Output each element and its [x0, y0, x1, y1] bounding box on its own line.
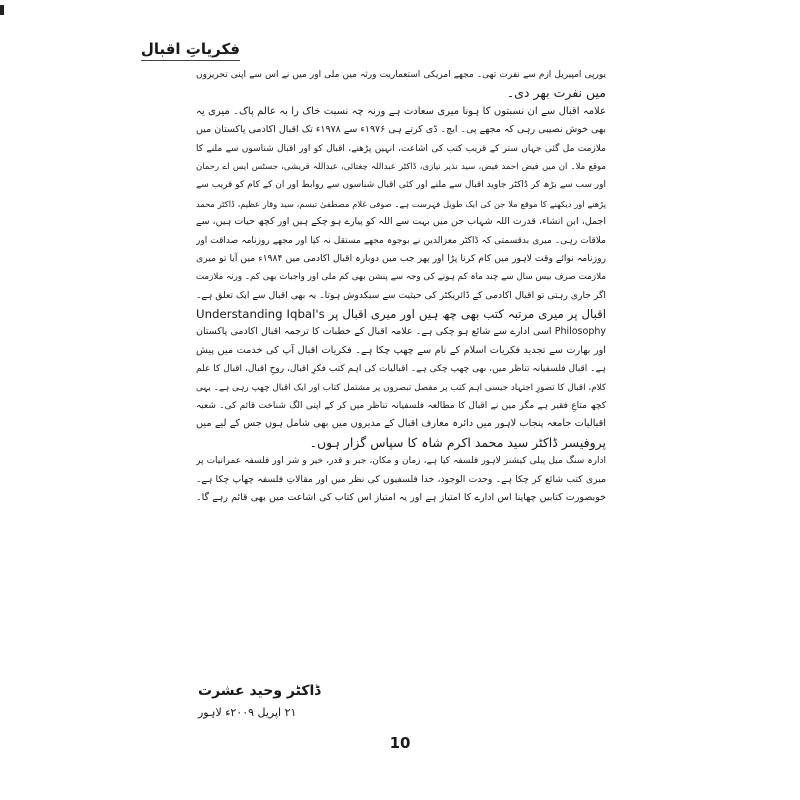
text-line: روزنامہ نوائے وقت لاہور میں کام کرنا پڑا اور پھر جب میں دوبارہ اقبال اکادمی میں ۱۹۸۴ء میں آیا تو میری	[196, 252, 606, 264]
text-line: اقبالیات جامعہ پنجاب لاہور میں دائرہ معارف اقبال کے مدیروں میں بھی شامل ہوں جس کے لیے میں	[196, 418, 606, 430]
text-line: پروفیسر ڈاکٹر سید محمد اکرم شاہ کا سپاس گزار ہوں۔	[309, 434, 606, 450]
date-place: ۲۱ اپریل ۲۰۰۹ء لاہور	[198, 706, 297, 719]
text-line: Philosophy اسی ادارے سے شائع ہو چکی ہے۔ علامہ اقبال کے خطبات کا ترجمہ اقبال اکادمی پاکستان	[196, 326, 606, 338]
text-line: علامہ اقبال سے ان نسبتوں کا ہونا میری سعادت ہے ورنہ چہ نسبت خاک را بہ عالم پاک۔ میری یہ	[196, 105, 606, 117]
text-line: کچھ متاعِ فقیر ہے مگر میں نے اقبال کا مطالعہ فلسفیانہ تناظر میں کر کے اپنی الگ شناخت قائم کی۔ شعبہ	[196, 401, 606, 412]
text-line: میں نفرت بھر دی۔	[506, 85, 606, 101]
text-line: موقع ملا۔ ان میں فیض احمد فیض، سید نذیر نیازی، ڈاکٹر عبداللہ چغتائی، عبداللہ قریشی، جسٹس ایس اے رحمان	[196, 161, 606, 172]
text-line: بھی خوش نصیبی رہی کہ مجھے پی۔ ایچ۔ ڈی کرتے ہی ۱۹۷۶ء سے ۱۹۷۸ء تک اقبال اکادمی پاکستان میں	[196, 124, 606, 136]
text-line: کلام، اقبال کا تصورِ اجتہاد جیسی اہم کتب پر مفصل تبصروں پر مشتمل کتاب اور ایک اقبال چھپ رہی ہے۔ یہی	[196, 382, 606, 393]
text-line: خوبصورت کتابیں چھاپنا اس ادارے کا امتیاز ہے اور یہ امتیاز اس کتاب کی اشاعت میں بھی قائم رہے گا۔	[196, 491, 606, 503]
page-header: فکریاتِ اقبال	[141, 40, 240, 61]
author-signature: ڈاکٹر وحید عشرت	[198, 683, 321, 699]
text-line: اجمل، ابن انشاء، قدرت اللہ شہاب جن میں بہت سے اللہ کو پیارے ہو چکے ہیں اور کچھ حیات ہیں، سے	[196, 216, 606, 228]
text-line: ملازمت صرف بیس سال سے چند ماہ کم ہونے کی وجہ سے پنشن بھی کم ملی اور واجبات بھی کم۔ ورنہ ملازمت	[196, 272, 606, 283]
text-line: اگر جاری رہتی تو اقبال اکادمی کے ڈائریکٹر کی حیثیت سے سبکدوش ہوتا۔ یہ بھی اقبال سے ایک تعلق ہے۔	[196, 289, 606, 301]
text-line: اور بھارت سے تجدید فکریات اسلام کے نام سے چھپ چکا ہے۔ فکریات اقبال آپ کی خدمت میں پیش	[196, 344, 606, 356]
text-line: اقبال پر میری مرتبہ کتب بھی چھ ہیں اور میری اقبال پر Understanding Iqbal's	[196, 307, 606, 322]
text-line: اور سب سے بڑھ کر ڈاکٹر جاوید اقبال سے ملنے اور کئی اقبال شناسوں سے روابط اور ان کے کام کو قریب سے	[196, 180, 606, 191]
page-number: 10	[389, 734, 411, 752]
text-line: ملازمت مل گئی جہاں ستر کے قریب کتب کی اشاعت، انہیں پڑھنے، اقبال کو اور اقبال شناسوں سے ملنے کا	[196, 143, 606, 154]
text-line: ملاقات رہی۔ میری بدقسمتی کہ ڈاکٹر معزالدین نے بوجوہ مجھے مستقل نہ کیا اور مجھے روزنامہ صداقت اور	[196, 235, 606, 246]
corner-mark	[0, 5, 4, 15]
text-line: یورپی امپیریل ازم سے نفرت تھی۔ مجھے امریکی استعماریت ورثہ میں ملی اور میں نے اس سے اپنی تحریروں	[196, 70, 606, 80]
text-line: ہے۔ اقبال فلسفیانہ تناظر میں، بھی چھپ چکی ہے۔ اقبالیات کی اہم کتب فکرِ اقبال، روحِ اقبال، اقبال کا علم	[196, 364, 606, 375]
text-line: ادارہ سنگ میل پبلی کیشنز لاہور فلسفہ کیا ہے، زمان و مکان، جبر و قدر، خیر و شر اور فلسفہ عمرانیات پر	[196, 456, 606, 467]
body-text	[196, 66, 606, 507]
text-line: میری کتب شائع کر چکا ہے۔ وحدت الوجود، خدا فلسفیوں کی نظر میں اور مقالاتِ فلسفہ چھاپ چکا ہے۔	[196, 473, 606, 485]
text-line: پڑھنے اور دیکھنے کا موقع ملا جن کی ایک طویل فہرست ہے۔ صوفی غلام مصطفیٰ تبسم، سید وقار عظیم، ڈاکٹر محمد	[196, 198, 606, 209]
